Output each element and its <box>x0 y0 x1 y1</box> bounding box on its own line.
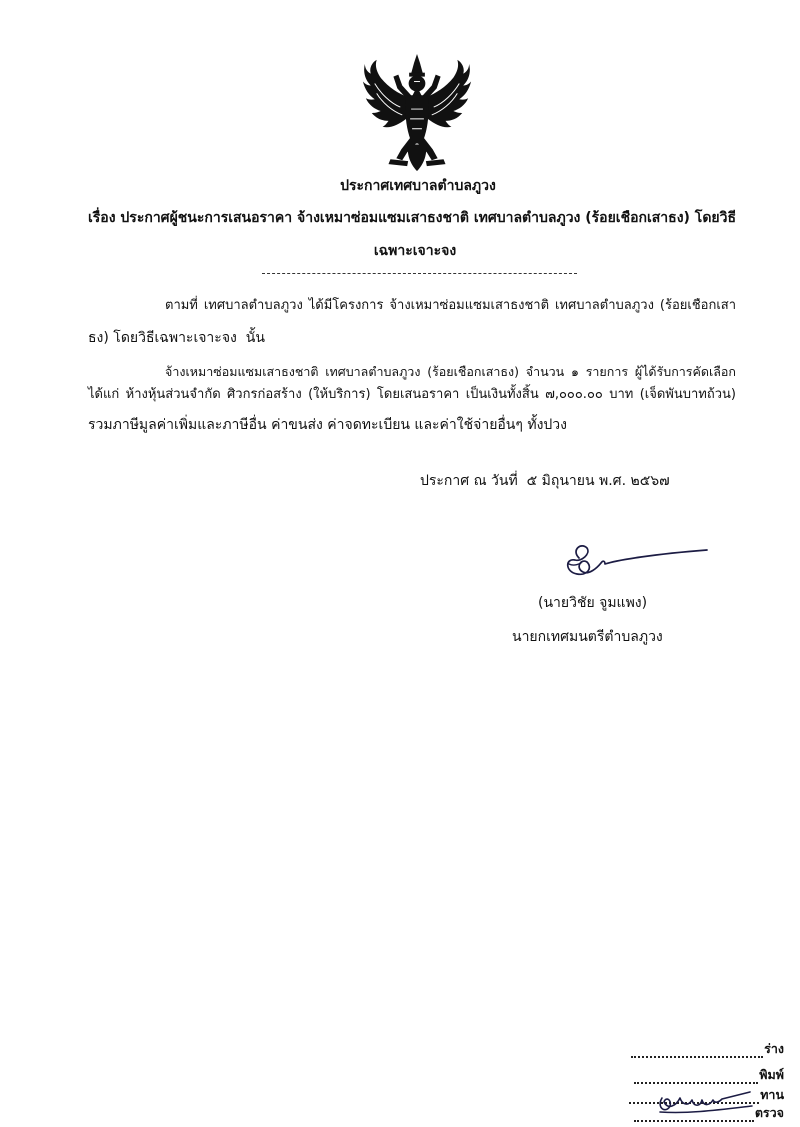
signatory-position: นายกเทศมนตรีตำบลภูวง <box>512 629 663 645</box>
announcement-date: ประกาศ ณ วันที่ ๕ มิถุนายน พ.ศ. ๒๕๖๗ <box>420 473 670 489</box>
routing-label-checked: ตรวจ <box>754 1105 784 1120</box>
routing-label-proofread: ทาน <box>760 1087 784 1102</box>
signatory-name: (นายวิชัย จูมแพง) <box>538 595 648 611</box>
routing-row-draft <box>631 1040 784 1058</box>
paragraph-1-line-2: ธง) โดยวิธีเฉพาะเจาะจง นั้น <box>88 330 265 346</box>
initials-mark <box>652 1080 756 1120</box>
header-divider <box>262 273 577 274</box>
fill-line <box>631 1044 763 1058</box>
paragraph-2-line-1: จ้างเหมาซ่อมแซมเสาธงชาติ เทศบาลตำบลภูวง (ร้อยเชือกเสาธง) จำนวน ๑ รายการ ผู้ได้รับการคัดเลือก <box>165 364 736 379</box>
paragraph-1-line-1: ตามที่ เทศบาลตำบลภูวง ได้มีโครงการ จ้างเหมาซ่อมแซมเสาธงชาติ เทศบาลตำบลภูวง (ร้อยเชือกเสา <box>165 298 736 313</box>
garuda-emblem-icon <box>362 54 472 172</box>
subject-line-1: เรื่อง ประกาศผู้ชนะการเสนอราคา จ้างเหมาซ่อมแซมเสาธงชาติ เทศบาลตำบลภูวง (ร้อยเชือกเสาธง) โดยวิธี <box>88 210 737 226</box>
subject-line-2: เฉพาะเจาะจง <box>373 243 457 259</box>
routing-label-draft: ร่าง <box>764 1041 784 1056</box>
routing-label-typed: พิมพ์ <box>759 1067 784 1082</box>
paragraph-2-line-2: ได้แก่ ห้างหุ้นส่วนจำกัด ศิวกรก่อสร้าง (ให้บริการ) โดยเสนอราคา เป็นเงินทั้งสิ้น ๗,๐๐๐.๐๐ บาท (เจ็ดพันบาทถ้วน) <box>88 387 736 402</box>
signature-mark <box>555 538 715 588</box>
page-title: ประกาศเทศบาลตำบลภูวง <box>340 178 496 194</box>
paragraph-2-line-3: รวมภาษีมูลค่าเพิ่มและภาษีอื่น ค่าขนส่ง ค่าจดทะเบียน และค่าใช้จ่ายอื่นๆ ทั้งปวง <box>88 417 567 433</box>
